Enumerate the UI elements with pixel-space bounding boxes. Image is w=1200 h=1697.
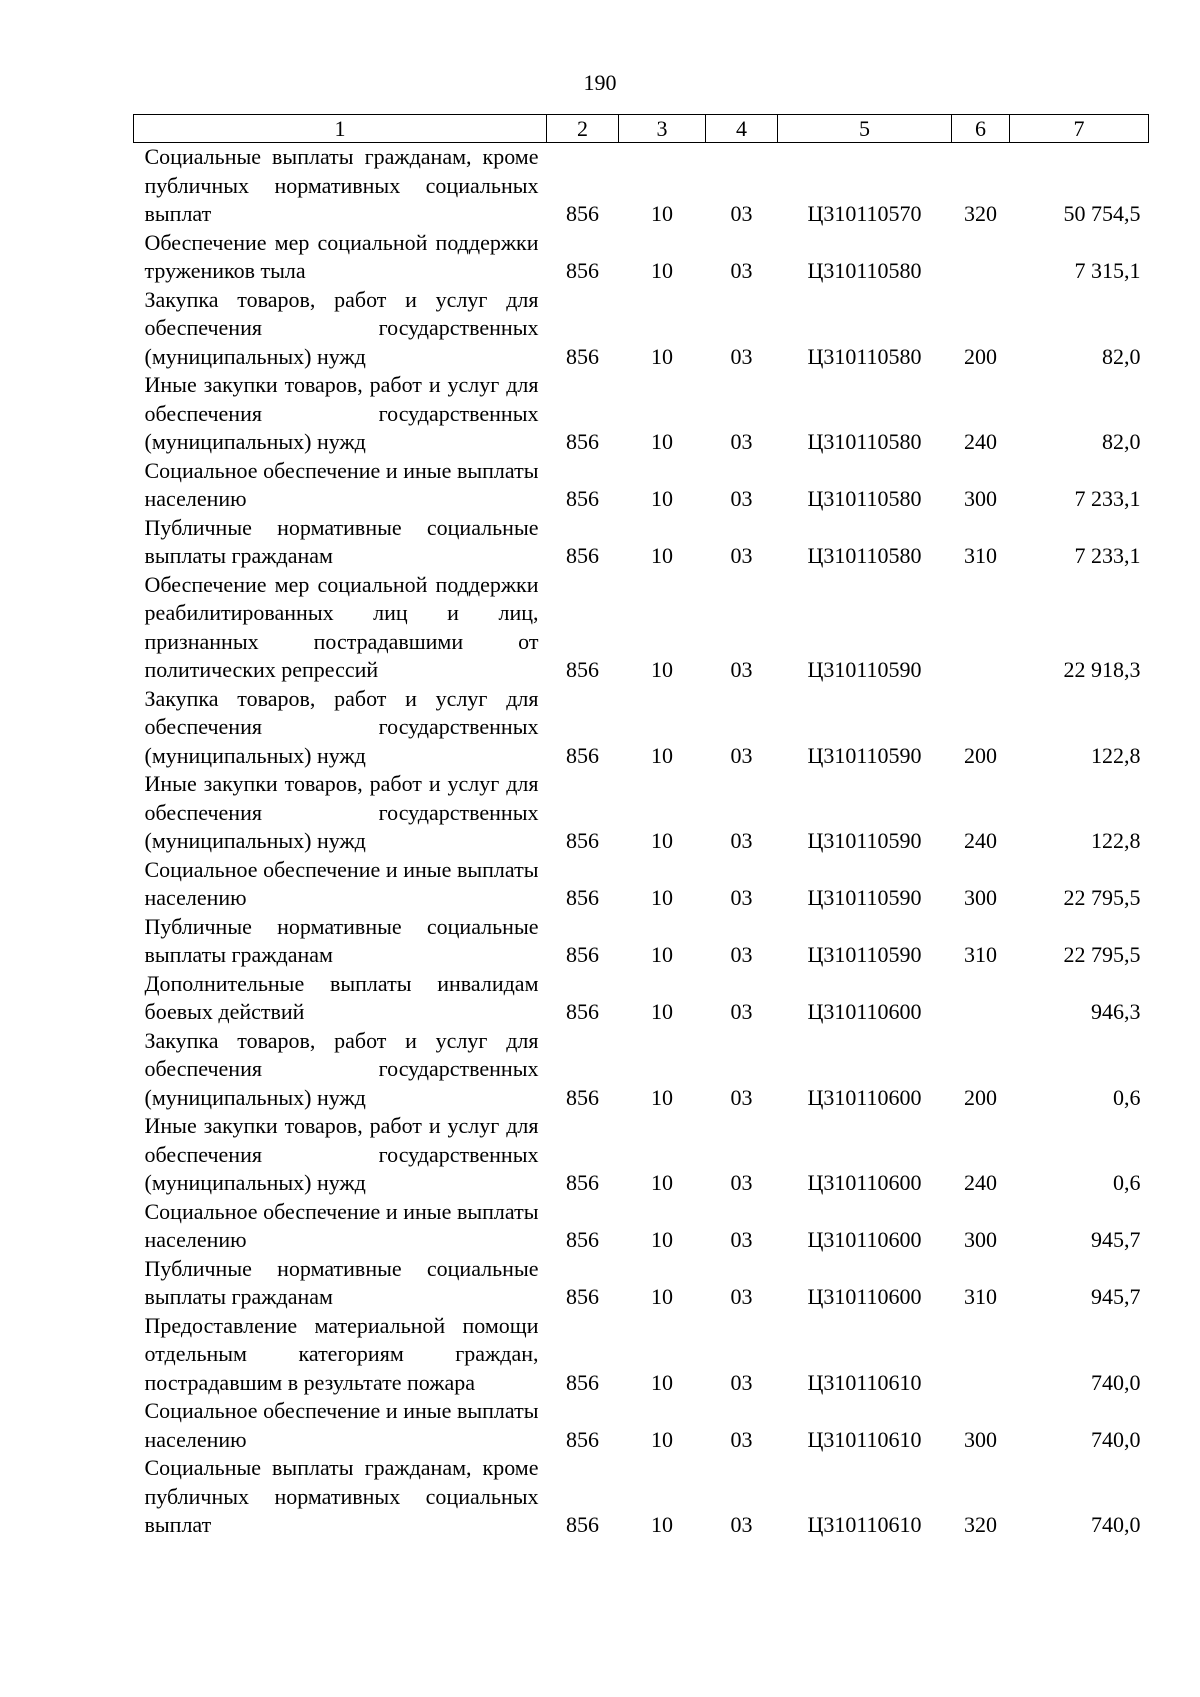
table-body (134, 143, 1149, 1540)
row-code-6: 240 (964, 828, 997, 853)
row-code-3: 10 (651, 1227, 673, 1252)
row-description: Публичные нормативные социальные выплаты гражданам (144, 514, 539, 568)
row-amount: 82,0 (1102, 429, 1141, 454)
row-code-6: 320 (964, 1512, 997, 1537)
row-description: Предоставление материальной помощи отдельным категориям граждан, пострадавшим в результате пожара (144, 1312, 539, 1395)
row-amount: 22 918,3 (1063, 657, 1141, 682)
row-amount: 122,8 (1091, 828, 1141, 853)
row-description: Публичные нормативные социальные выплаты гражданам (144, 1255, 539, 1309)
row-code-2: 856 (566, 1426, 599, 1452)
row-amount: 0,6 (1113, 1084, 1141, 1110)
row-description: Иные закупки товаров, работ и услуг для обеспечения государственных (муниципальных) нужд (144, 771, 539, 853)
row-amount: 0,6 (1113, 1170, 1141, 1195)
header-row (134, 115, 1149, 143)
row-description: Иные закупки товаров, работ и услуг для обеспечения государственных (муниципальных) нужд (144, 1113, 539, 1195)
row-amount: 945,7 (1091, 1284, 1141, 1309)
row-code-5: Ц310110600 (807, 1227, 922, 1252)
row-amount: 122,8 (1091, 742, 1141, 768)
table-row (134, 1255, 1149, 1312)
row-code-6: 300 (964, 1227, 997, 1252)
row-code-5: Ц310110610 (807, 1426, 922, 1452)
row-code-6: 300 (964, 1426, 997, 1452)
row-code-5: Ц310110580 (807, 258, 922, 283)
row-amount: 22 795,5 (1063, 942, 1141, 967)
row-code-4: 03 (730, 1512, 753, 1537)
row-code-3: 10 (651, 343, 673, 369)
row-code-4: 03 (730, 343, 753, 369)
row-code-3: 10 (651, 657, 673, 682)
row-code-2: 856 (566, 1084, 599, 1110)
table-row (134, 371, 1149, 457)
header-col-1: 1 (134, 115, 547, 143)
row-description: Социальное обеспечение и иные выплаты населению (144, 1398, 539, 1452)
row-amount: 7 233,1 (1074, 543, 1141, 568)
header-col-2: 2 (547, 115, 619, 143)
row-amount: 82,0 (1102, 343, 1141, 369)
row-code-4: 03 (730, 543, 753, 568)
row-code-2: 856 (566, 885, 599, 910)
row-description: Социальное обеспечение и иные выплаты населению (144, 457, 539, 511)
header-col-6: 6 (952, 115, 1010, 143)
row-code-3: 10 (651, 1369, 673, 1395)
row-code-3: 10 (651, 885, 673, 910)
header-col-7: 7 (1010, 115, 1149, 143)
row-code-4: 03 (730, 742, 753, 768)
row-code-4: 03 (730, 1084, 753, 1110)
row-code-6: 200 (964, 1084, 997, 1110)
row-code-2: 856 (566, 429, 599, 454)
row-description: Социальное обеспечение и иные выплаты населению (144, 1198, 539, 1252)
row-code-2: 856 (566, 343, 599, 369)
row-code-3: 10 (651, 201, 673, 226)
row-code-2: 856 (566, 486, 599, 511)
row-code-2: 856 (566, 543, 599, 568)
row-code-4: 03 (730, 657, 753, 682)
row-amount: 740,0 (1091, 1426, 1141, 1452)
row-code-4: 03 (730, 828, 753, 853)
table-row (134, 856, 1149, 913)
row-code-2: 856 (566, 1512, 599, 1537)
row-code-6: 300 (964, 885, 997, 910)
row-code-2: 856 (566, 657, 599, 682)
row-code-4: 03 (730, 201, 753, 226)
row-description: Социальные выплаты гражданам, кроме публичных нормативных социальных выплат (144, 1455, 539, 1537)
budget-table (133, 114, 1149, 1540)
row-description: Социальное обеспечение и иные выплаты населению (144, 856, 539, 910)
row-amount: 740,0 (1091, 1512, 1141, 1537)
row-description: Иные закупки товаров, работ и услуг для обеспечения государственных (муниципальных) нужд (144, 372, 539, 454)
row-amount: 945,7 (1091, 1227, 1141, 1252)
row-code-4: 03 (730, 1426, 753, 1452)
row-code-6: 320 (964, 201, 997, 226)
row-code-2: 856 (566, 201, 599, 226)
table-row (134, 770, 1149, 856)
row-code-5: Ц310110570 (807, 201, 922, 226)
row-code-3: 10 (651, 543, 673, 568)
row-amount: 740,0 (1091, 1369, 1141, 1395)
row-code-3: 10 (651, 942, 673, 967)
header-col-4: 4 (706, 115, 778, 143)
table-row (134, 457, 1149, 514)
row-code-4: 03 (730, 885, 753, 910)
row-code-4: 03 (730, 1284, 753, 1309)
row-code-5: Ц310110580 (807, 429, 922, 454)
table-row (134, 913, 1149, 970)
row-code-2: 856 (566, 942, 599, 967)
row-description: Обеспечение мер социальной поддержки реабилитированных лиц и лиц, признанных пострадавшими от политических репрессий (144, 571, 539, 682)
row-code-4: 03 (730, 1170, 753, 1195)
row-code-3: 10 (651, 828, 673, 853)
row-code-6: 310 (964, 1284, 997, 1309)
table-header (134, 115, 1149, 143)
table-row (134, 1027, 1149, 1113)
row-code-3: 10 (651, 1426, 673, 1452)
row-code-2: 856 (566, 742, 599, 768)
row-description: Социальные выплаты гражданам, кроме публичных нормативных социальных выплат (144, 144, 539, 226)
row-code-4: 03 (730, 486, 753, 511)
header-col-5: 5 (778, 115, 952, 143)
row-code-2: 856 (566, 1227, 599, 1252)
table-row (134, 970, 1149, 1027)
row-code-6: 240 (964, 1170, 997, 1195)
row-code-4: 03 (730, 429, 753, 454)
row-description: Обеспечение мер социальной поддержки тружеников тыла (144, 229, 539, 283)
row-code-5: Ц310110600 (807, 1284, 922, 1309)
row-amount: 22 795,5 (1063, 885, 1141, 910)
row-code-5: Ц310110590 (807, 828, 922, 853)
row-code-4: 03 (730, 942, 753, 967)
row-code-6 (952, 229, 1010, 286)
header-col-3: 3 (619, 115, 706, 143)
row-code-6: 300 (964, 486, 997, 511)
row-code-5: Ц310110590 (807, 942, 922, 967)
table-row (134, 1198, 1149, 1255)
row-code-5: Ц310110600 (807, 1084, 922, 1110)
page-number: 190 (583, 70, 617, 95)
table-row (134, 1112, 1149, 1198)
row-code-6 (952, 571, 1010, 685)
row-code-3: 10 (651, 1170, 673, 1195)
row-code-3: 10 (651, 429, 673, 454)
table-row (134, 571, 1149, 685)
table-row (134, 1312, 1149, 1398)
row-code-5: Ц310110600 (807, 999, 922, 1024)
row-code-3: 10 (651, 1284, 673, 1309)
row-code-3: 10 (651, 258, 673, 283)
row-amount: 946,3 (1091, 999, 1141, 1024)
row-code-2: 856 (566, 999, 599, 1024)
row-amount: 7 233,1 (1074, 486, 1141, 511)
row-code-4: 03 (730, 1369, 753, 1395)
table-row (134, 229, 1149, 286)
row-description: Дополнительные выплаты инвалидам боевых действий (144, 970, 539, 1024)
row-code-2: 856 (566, 1369, 599, 1395)
row-code-3: 10 (651, 742, 673, 768)
table-row (134, 1397, 1149, 1454)
table-row (134, 1454, 1149, 1540)
row-code-6: 200 (964, 742, 997, 768)
row-code-3: 10 (651, 486, 673, 511)
row-code-5: Ц310110580 (807, 543, 922, 568)
row-code-3: 10 (651, 1084, 673, 1110)
row-code-3: 10 (651, 1512, 673, 1537)
row-description: Публичные нормативные социальные выплаты гражданам (144, 913, 539, 967)
row-code-4: 03 (730, 999, 753, 1024)
row-code-6 (952, 970, 1010, 1027)
row-code-6: 200 (964, 343, 997, 369)
table-row (134, 143, 1149, 229)
row-code-4: 03 (730, 1227, 753, 1252)
row-code-5: Ц310110590 (807, 742, 922, 768)
row-code-6: 310 (964, 942, 997, 967)
row-code-2: 856 (566, 1284, 599, 1309)
table-row (134, 685, 1149, 771)
table-row (134, 286, 1149, 372)
row-code-6: 310 (964, 543, 997, 568)
row-code-5: Ц310110600 (807, 1170, 922, 1195)
row-code-5: Ц310110590 (807, 657, 922, 682)
row-code-2: 856 (566, 258, 599, 283)
row-description: Закупка товаров, работ и услуг для обеспечения государственных (муниципальных) нужд (144, 286, 539, 369)
row-code-4: 03 (730, 258, 753, 283)
row-code-5: Ц310110590 (807, 885, 922, 910)
row-code-5: Ц310110610 (807, 1369, 922, 1395)
row-amount: 7 315,1 (1074, 258, 1141, 283)
row-description: Закупка товаров, работ и услуг для обеспечения государственных (муниципальных) нужд (144, 1027, 539, 1110)
row-code-2: 856 (566, 828, 599, 853)
row-code-5: Ц310110580 (807, 343, 922, 369)
row-code-5: Ц310110580 (807, 486, 922, 511)
row-code-6 (952, 1312, 1010, 1398)
row-code-6: 240 (964, 429, 997, 454)
row-code-3: 10 (651, 999, 673, 1024)
row-code-5: Ц310110610 (807, 1512, 922, 1537)
row-amount: 50 754,5 (1063, 201, 1141, 226)
row-code-2: 856 (566, 1170, 599, 1195)
row-description: Закупка товаров, работ и услуг для обеспечения государственных (муниципальных) нужд (144, 685, 539, 768)
table-row (134, 514, 1149, 571)
